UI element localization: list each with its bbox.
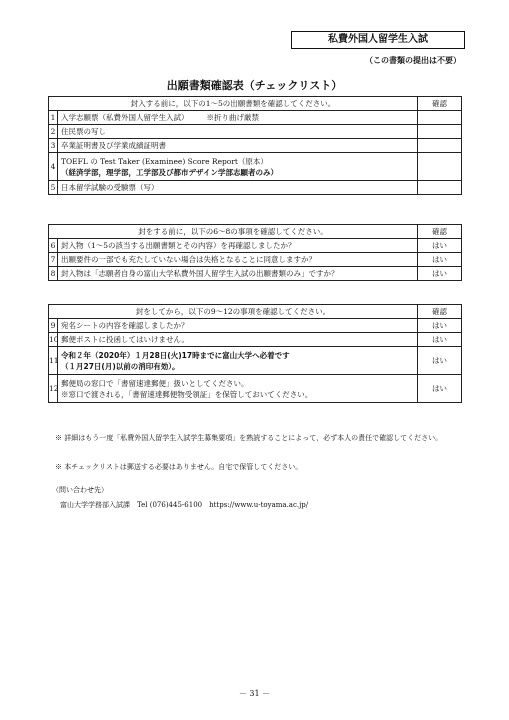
contact-info: 富山大学学務部入試課 Tel (076)445-6100 https://www.u-toyama.ac.jp/ — [60, 501, 309, 509]
checklist-item: 住民票の写し — [58, 125, 418, 139]
row-number: 4 — [49, 153, 58, 181]
row-number: 6 — [49, 239, 58, 253]
section2-header: 封をする前に，以下の6～8の事項を確認してください。 — [49, 225, 418, 239]
confirm-cell: はい — [418, 253, 462, 267]
row-number: 11 — [49, 347, 58, 375]
row-number: 2 — [49, 125, 58, 139]
checklist-item: TOEFL の Test Taker (Examinee) Score Report（原本） （経済学部，理学部，工学部及び都市デザイン学部志願者のみ） — [58, 153, 418, 181]
checklist-item: 宛名シートの内容を確認しましたか？ — [58, 319, 418, 333]
confirm-header: 確認 — [418, 305, 462, 319]
row-number: 9 — [49, 319, 58, 333]
confirm-cell — [418, 125, 462, 139]
confirm-cell: はい — [418, 347, 462, 375]
item-note: ※折り曲げ厳禁 — [206, 113, 259, 122]
confirm-header: 確認 — [418, 225, 462, 239]
checklist-item: 郵便ポストに投函してはいけません。 — [58, 333, 418, 347]
confirm-cell: はい — [418, 375, 462, 403]
checklist-table-3 — [48, 304, 462, 403]
page-title: 出願書類確認表（チェックリスト） — [166, 79, 343, 92]
confirm-cell — [418, 153, 462, 181]
confirm-cell — [418, 181, 462, 195]
checklist-item: 封入物は「志願者自身の富山大学私費外国人留学生入試の出願書類のみ」ですか？ — [58, 267, 418, 281]
row-number: 12 — [49, 375, 58, 403]
checklist-item: 入学志願票（私費外国人留学生入試） ※折り曲げ厳禁 — [58, 111, 418, 125]
checklist-item: 封入物（1～5の該当する出願書類とその内容）を再確認しましたか？ — [58, 239, 418, 253]
note-detail: ※ 詳細はもう一度「私費外国人留学生入試学生募集要項」を熟読することによって，必ず本人の責任で確認してください。 — [55, 434, 443, 442]
checklist-table-1 — [48, 96, 462, 195]
confirm-cell: はい — [418, 319, 462, 333]
confirm-header: 確認 — [418, 97, 462, 111]
confirm-cell — [418, 139, 462, 153]
checklist-item: 郵便局の窓口で「書留速達郵便」扱いとしてください。 ※窓口で渡される，「書留速達郵便物受領証」を保管しておいてください。 — [58, 375, 418, 403]
checklist-table-2 — [48, 224, 462, 281]
confirm-cell: はい — [418, 267, 462, 281]
row-number: 7 — [49, 253, 58, 267]
row-number: 8 — [49, 267, 58, 281]
section1-header: 封入する前に，以下の1～5の出願書類を確認してください。 — [49, 97, 418, 111]
confirm-cell: はい — [418, 239, 462, 253]
confirm-cell: はい — [418, 333, 462, 347]
page-number: － 31 － — [238, 689, 271, 698]
row-number: 10 — [49, 333, 58, 347]
submission-note: （この書類の提出は不要） — [365, 56, 461, 65]
note-storage: ※ 本チェックリストは郵送する必要はありません。自宅で保管してください。 — [55, 463, 303, 471]
exam-type-box: 私費外国人留学生入試 — [291, 31, 465, 49]
confirm-cell — [418, 111, 462, 125]
section3-header: 封をしてから，以下の9～12の事項を確認してください。 — [49, 305, 418, 319]
checklist-item: 令和２年（2020年）１月28日(火)17時までに富山大学へ必着です （１月27日(月)以前の消印有効）。 — [58, 347, 418, 375]
contact-heading: （問い合わせ先） — [52, 486, 108, 494]
row-number: 5 — [49, 181, 58, 195]
checklist-item: 卒業証明書及び学業成績証明書 — [58, 139, 418, 153]
checklist-item: 日本留学試験の受験票（写） — [58, 181, 418, 195]
row-number: 3 — [49, 139, 58, 153]
checklist-item: 出願要件の一部でも充たしていない場合は失格となることに同意しますか？ — [58, 253, 418, 267]
row-number: 1 — [49, 111, 58, 125]
